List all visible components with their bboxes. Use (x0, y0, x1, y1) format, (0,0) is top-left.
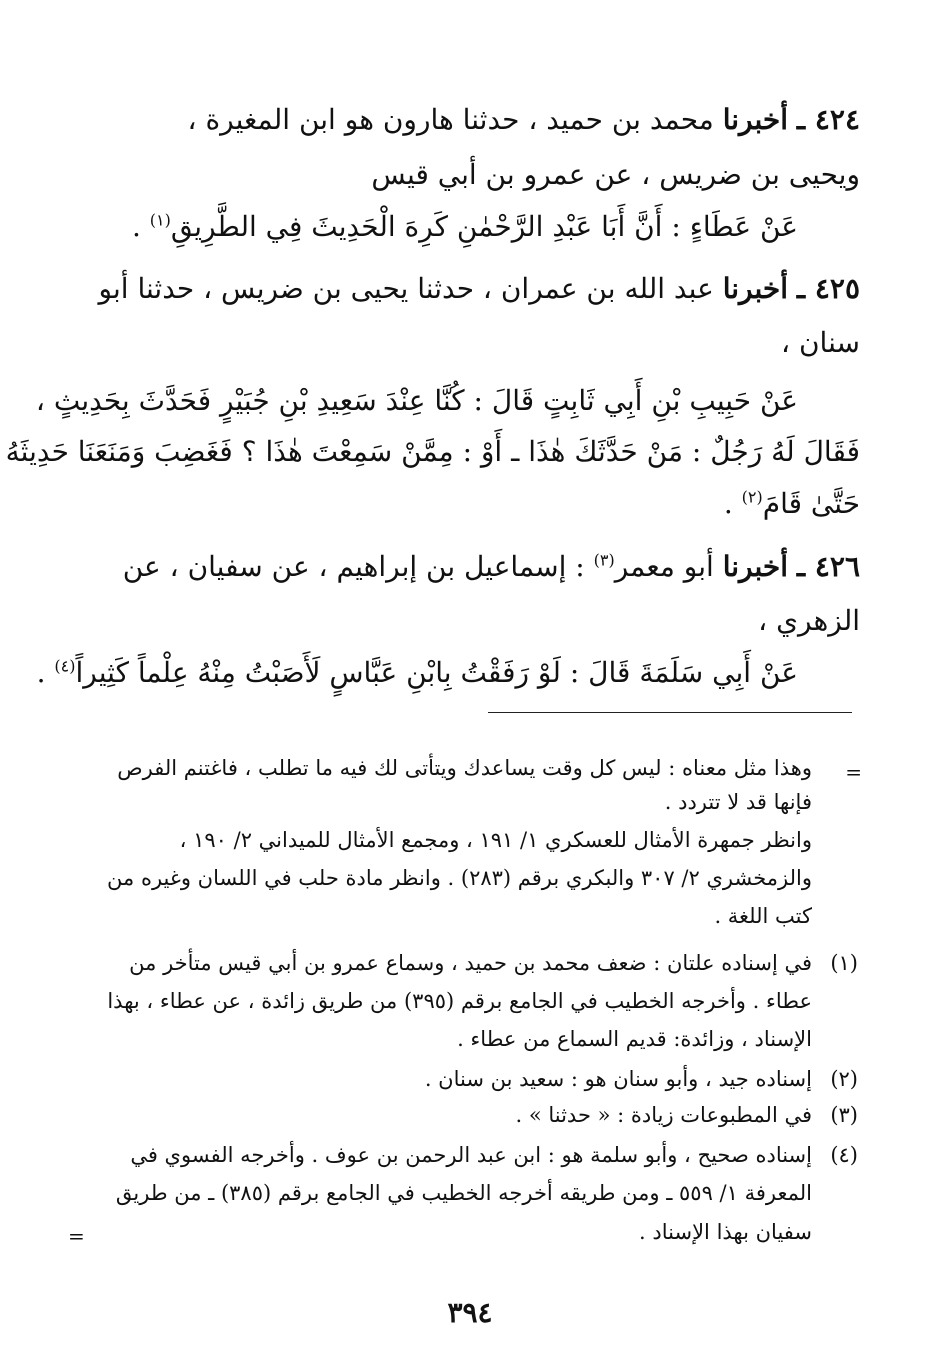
hadith-426-line-1 (80, 550, 860, 583)
matn-text: عَنْ أَبِي سَلَمَةَ قَالَ : لَوْ رَفَقْتُ بِابْنِ عَبَّاسٍ لَأَصَبْتُ مِنْهُ عِلْماً كَثِيراً (75, 656, 798, 689)
hadith-424-line-2: ويحيى بن ضريس ، عن عمرو بن أبي قيس (371, 158, 860, 191)
isnad-text: عبد الله بن عمران ، حدثنا يحيى بن ضريس ، حدثنا أبو (98, 272, 714, 305)
note-1-line-3: الإسناد ، وزائدة: قديم السماع من عطاء . (457, 1027, 812, 1051)
continuation-mark-end: = (68, 1224, 85, 1248)
matn-text: عَنْ عَطَاءٍ : أَنَّ أَبَا عَبْدِ الرَّحْمٰنِ كَرِهَ الْحَدِيثَ فِي الطَّرِيقِ (170, 210, 798, 243)
hadith-426-line-2: الزهري ، (758, 604, 860, 637)
note-cont-line-5: كتب اللغة . (714, 904, 812, 928)
akhbarana-keyword: أخبرنا (722, 550, 789, 583)
continuation-mark: = (845, 760, 862, 784)
note-1-marker: (١) (830, 951, 858, 975)
hadith-number: ٤٢٦ ـ (796, 550, 860, 583)
hadith-424-matn (80, 210, 798, 243)
narrator-text: أبو معمر (614, 550, 714, 583)
footnote-ref: (١) (149, 210, 171, 230)
page-number: ٣٩٤ (447, 1296, 493, 1329)
note-3-marker: (٣) (830, 1103, 858, 1127)
note-2-marker: (٢) (830, 1067, 858, 1091)
footnote-ref: (٤) (54, 656, 76, 676)
hadith-425-matn-1: عَنْ حَبِيبِ بْنِ أَبِي ثَابِتٍ قَالَ : كُنَّا عِنْدَ سَعِيدِ بْنِ جُبَيْرٍ فَحَدَّثَ بِحَدِيثٍ ، (35, 384, 798, 417)
note-cont-line-3: وانظر جمهرة الأمثال للعسكري ١/ ١٩١ ، ومجمع الأمثال للميداني ٢/ ١٩٠ ، (179, 828, 812, 852)
footnote-ref: (٢) (741, 487, 763, 507)
note-4-marker: (٤) (830, 1143, 858, 1167)
period: . (131, 210, 150, 243)
note-2-text: إسناده جيد ، وأبو سنان هو : سعيد بن سنان . (424, 1067, 812, 1091)
hadith-425-line-2: سنان ، (781, 326, 860, 359)
hadith-425-matn-3 (80, 487, 860, 520)
footnote-separator (488, 712, 852, 713)
hadith-426-matn (36, 656, 798, 689)
akhbarana-keyword: أخبرنا (722, 272, 789, 305)
note-1-line-2: عطاء . وأخرجه الخطيب في الجامع برقم (٣٩٥) من طريق زائدة ، عن عطاء ، بهذا (107, 989, 812, 1013)
isnad-text: محمد بن حميد ، حدثنا هارون هو ابن المغيرة ، (187, 103, 714, 136)
note-4-line-3: سفيان بهذا الإسناد . (639, 1220, 812, 1244)
note-1-line-1: في إسناده علتان : ضعف محمد بن حميد ، وسماع عمرو بن أبي قيس متأخر من (129, 951, 812, 975)
footnote-ref: (٣) (593, 550, 615, 570)
hadith-424-line-1 (80, 103, 860, 136)
hadith-425-matn-2: فَقَالَ لَهُ رَجُلٌ : مَنْ حَدَّثَكَ هٰذَا ـ أَوْ : مِمَّنْ سَمِعْتَ هٰذَا ؟ فَغَضِبَ وَمَنَعَنَا حَدِيثَهُ (5, 435, 860, 468)
note-cont-line-2: فإنها قد لا تتردد . (664, 790, 812, 814)
note-3-text: في المطبوعات زيادة : « حدثنا » . (515, 1103, 812, 1127)
hadith-number: ٤٢٤ ـ (796, 103, 860, 136)
note-4-line-1: إسناده صحيح ، وأبو سلمة هو : ابن عبد الرحمن بن عوف . وأخرجه الفسوي في (130, 1143, 812, 1167)
period: . (723, 487, 742, 520)
note-4-line-2: المعرفة ١/ ٥٥٩ ـ ومن طريقه أخرجه الخطيب في الجامع برقم (٣٨٥) ـ من طريق (115, 1181, 812, 1205)
matn-text: حَتَّىٰ قَامَ (762, 487, 860, 520)
note-cont-line-4: والزمخشري ٢/ ٣٠٧ والبكري برقم (٢٨٣) . وانظر مادة حلب في اللسان وغيره من (107, 866, 812, 890)
hadith-425-line-1 (80, 272, 860, 305)
hadith-number: ٤٢٥ ـ (796, 272, 860, 305)
note-cont-line-1: وهذا مثل معناه : ليس كل وقت يساعدك ويتأتى لك فيه ما تطلب ، فاغتنم الفرص (117, 756, 812, 780)
period: . (36, 656, 55, 689)
isnad-text: : إسماعيل بن إبراهيم ، عن سفيان ، عن (122, 550, 594, 583)
akhbarana-keyword: أخبرنا (722, 103, 789, 136)
